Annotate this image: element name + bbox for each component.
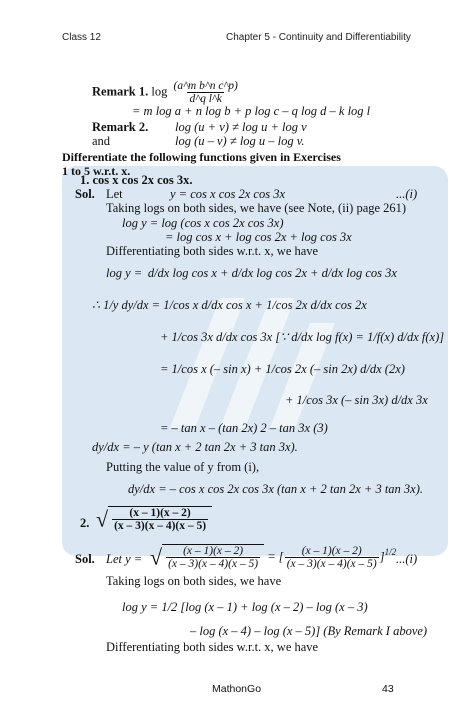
q2-sol-label: Sol. [75,552,95,566]
header-class: Class 12 [62,32,101,43]
q1-step-f: = – tan x – (tan 2x) 2 – tan 3x (3) [160,421,328,435]
q1-step-b: ∴ 1/y dy/dx = 1/cos x d/dx cos x + 1/cos 2x d/dx cos 2x [92,298,367,312]
q1-step-c: + 1/cos 3x d/dx cos 3x [∵ d/dx log f(x) = 1/f(x) d/dx f(x)] [160,330,445,344]
q2-logs-text: Taking logs on both sides, we have [106,574,282,588]
remark1-den: d^q l^k [189,93,222,105]
footer-brand: MathonGo [212,683,262,695]
q1-title: 1. cos x cos 2x cos 3x. [80,173,193,187]
q2-log-line1: log y = 1/2 [log (x – 1) + log (x – 2) – log (x – 3) [122,600,368,614]
q1-log-line1: log y = log (cos x cos 2x cos 3x) [122,216,284,230]
q2-denominator: (x – 3)(x – 4)(x – 5) [114,520,207,532]
q2-let: Let y = [106,552,143,566]
remark1 [92,80,241,105]
q1-put-text: Putting the value of y from (i), [106,460,260,474]
q2-bracket-num: (x – 1)(x – 2) [301,545,362,557]
q1-eq-i: y = cos x cos 2x cos 3x [170,187,285,201]
q1-let: Let [106,187,123,201]
q2-let-num: (x – 1)(x – 2) [183,545,244,557]
q1-final: dy/dx = – cos x cos 2x cos 3x (tan x + 2 tan 2x + 3 tan 3x). [128,482,424,496]
remark1-rhs: = m log a + n log b + p log c – q log d – k log l [132,104,371,118]
q2-expression: √ $\frac{(x - 1)(x - 2)}{(x - 3)(x - 4)(x - 5)}$ [96,506,212,532]
remark2-and: and [92,134,111,148]
q2-numerator: (x – 1)(x – 2) [129,507,191,519]
q1-diff-text: Differentiating both sides w.r.t. x, we have [106,244,319,258]
remark2-line1: log (u + v) ≠ log u + log v [175,120,307,134]
remark1-fraction [171,80,239,105]
q2-let-den: (x – 3)(x – 4)(x – 5) [168,558,259,570]
remark1-num: (a^m b^n c^p) [173,80,238,92]
q2-bracket-den: (x – 3)(x – 4)(x – 5) [286,558,377,570]
header-chapter: Chapter 5 - Continuity and Differentiability [226,32,411,43]
q1-log-line2: = log cos x + log cos 2x + log cos 3x [165,230,352,244]
q1-tag-i: ...(i) [396,187,418,201]
remark2-label: Remark 2. [92,120,149,134]
q2-tag: ...(i) [396,552,418,566]
q2-log-line2: – log (x – 4) – log (x – 5)] (By Remark I above) [190,624,428,638]
q1-step-g: dy/dx = – y (tan x + 2 tan 2x + 3 tan 3x). [92,440,298,454]
q2-let-rhs: √ $\frac{(x - 1)(x - 2)}{(x - 3)(x - 4)(x - 5)}$ = [ $\frac{(x - 1)(x - 2)}{(x - 3)(x - 4)(x - 5)}$ ]$^{1/2}$ [150,544,397,570]
q1-step-e: + 1/cos 3x (– sin 3x) d/dx 3x [285,393,428,407]
remark2-line2: log (u – v) ≠ log u – log v. [175,134,305,148]
q1-sol-label: Sol. [75,187,95,201]
page-number: 43 [382,683,394,695]
q1-step-a: log y = d/dx log cos x + d/dx log cos 2x + d/dx log cos 3x [106,266,397,280]
q1-logs-text: Taking logs on both sides, we have (see Note, (ii) page 261) [106,201,407,215]
q2-diff-text: Differentiating both sides w.r.t. x, we have [106,640,319,654]
remark1-label: Remark 1. [92,84,149,99]
exercise-heading-line1: Differentiate the following functions given in Exercises [62,150,341,164]
remark1-log: log [151,84,168,99]
q2-power: 1/2 [384,547,397,558]
exercise-heading-line2: 1 to 5 w.r.t. x. [62,164,131,178]
q1-step-d: = 1/cos x (– sin x) + 1/cos 2x (– sin 2x) d/dx (2x) [160,362,405,376]
q2-number: 2. [80,516,90,530]
